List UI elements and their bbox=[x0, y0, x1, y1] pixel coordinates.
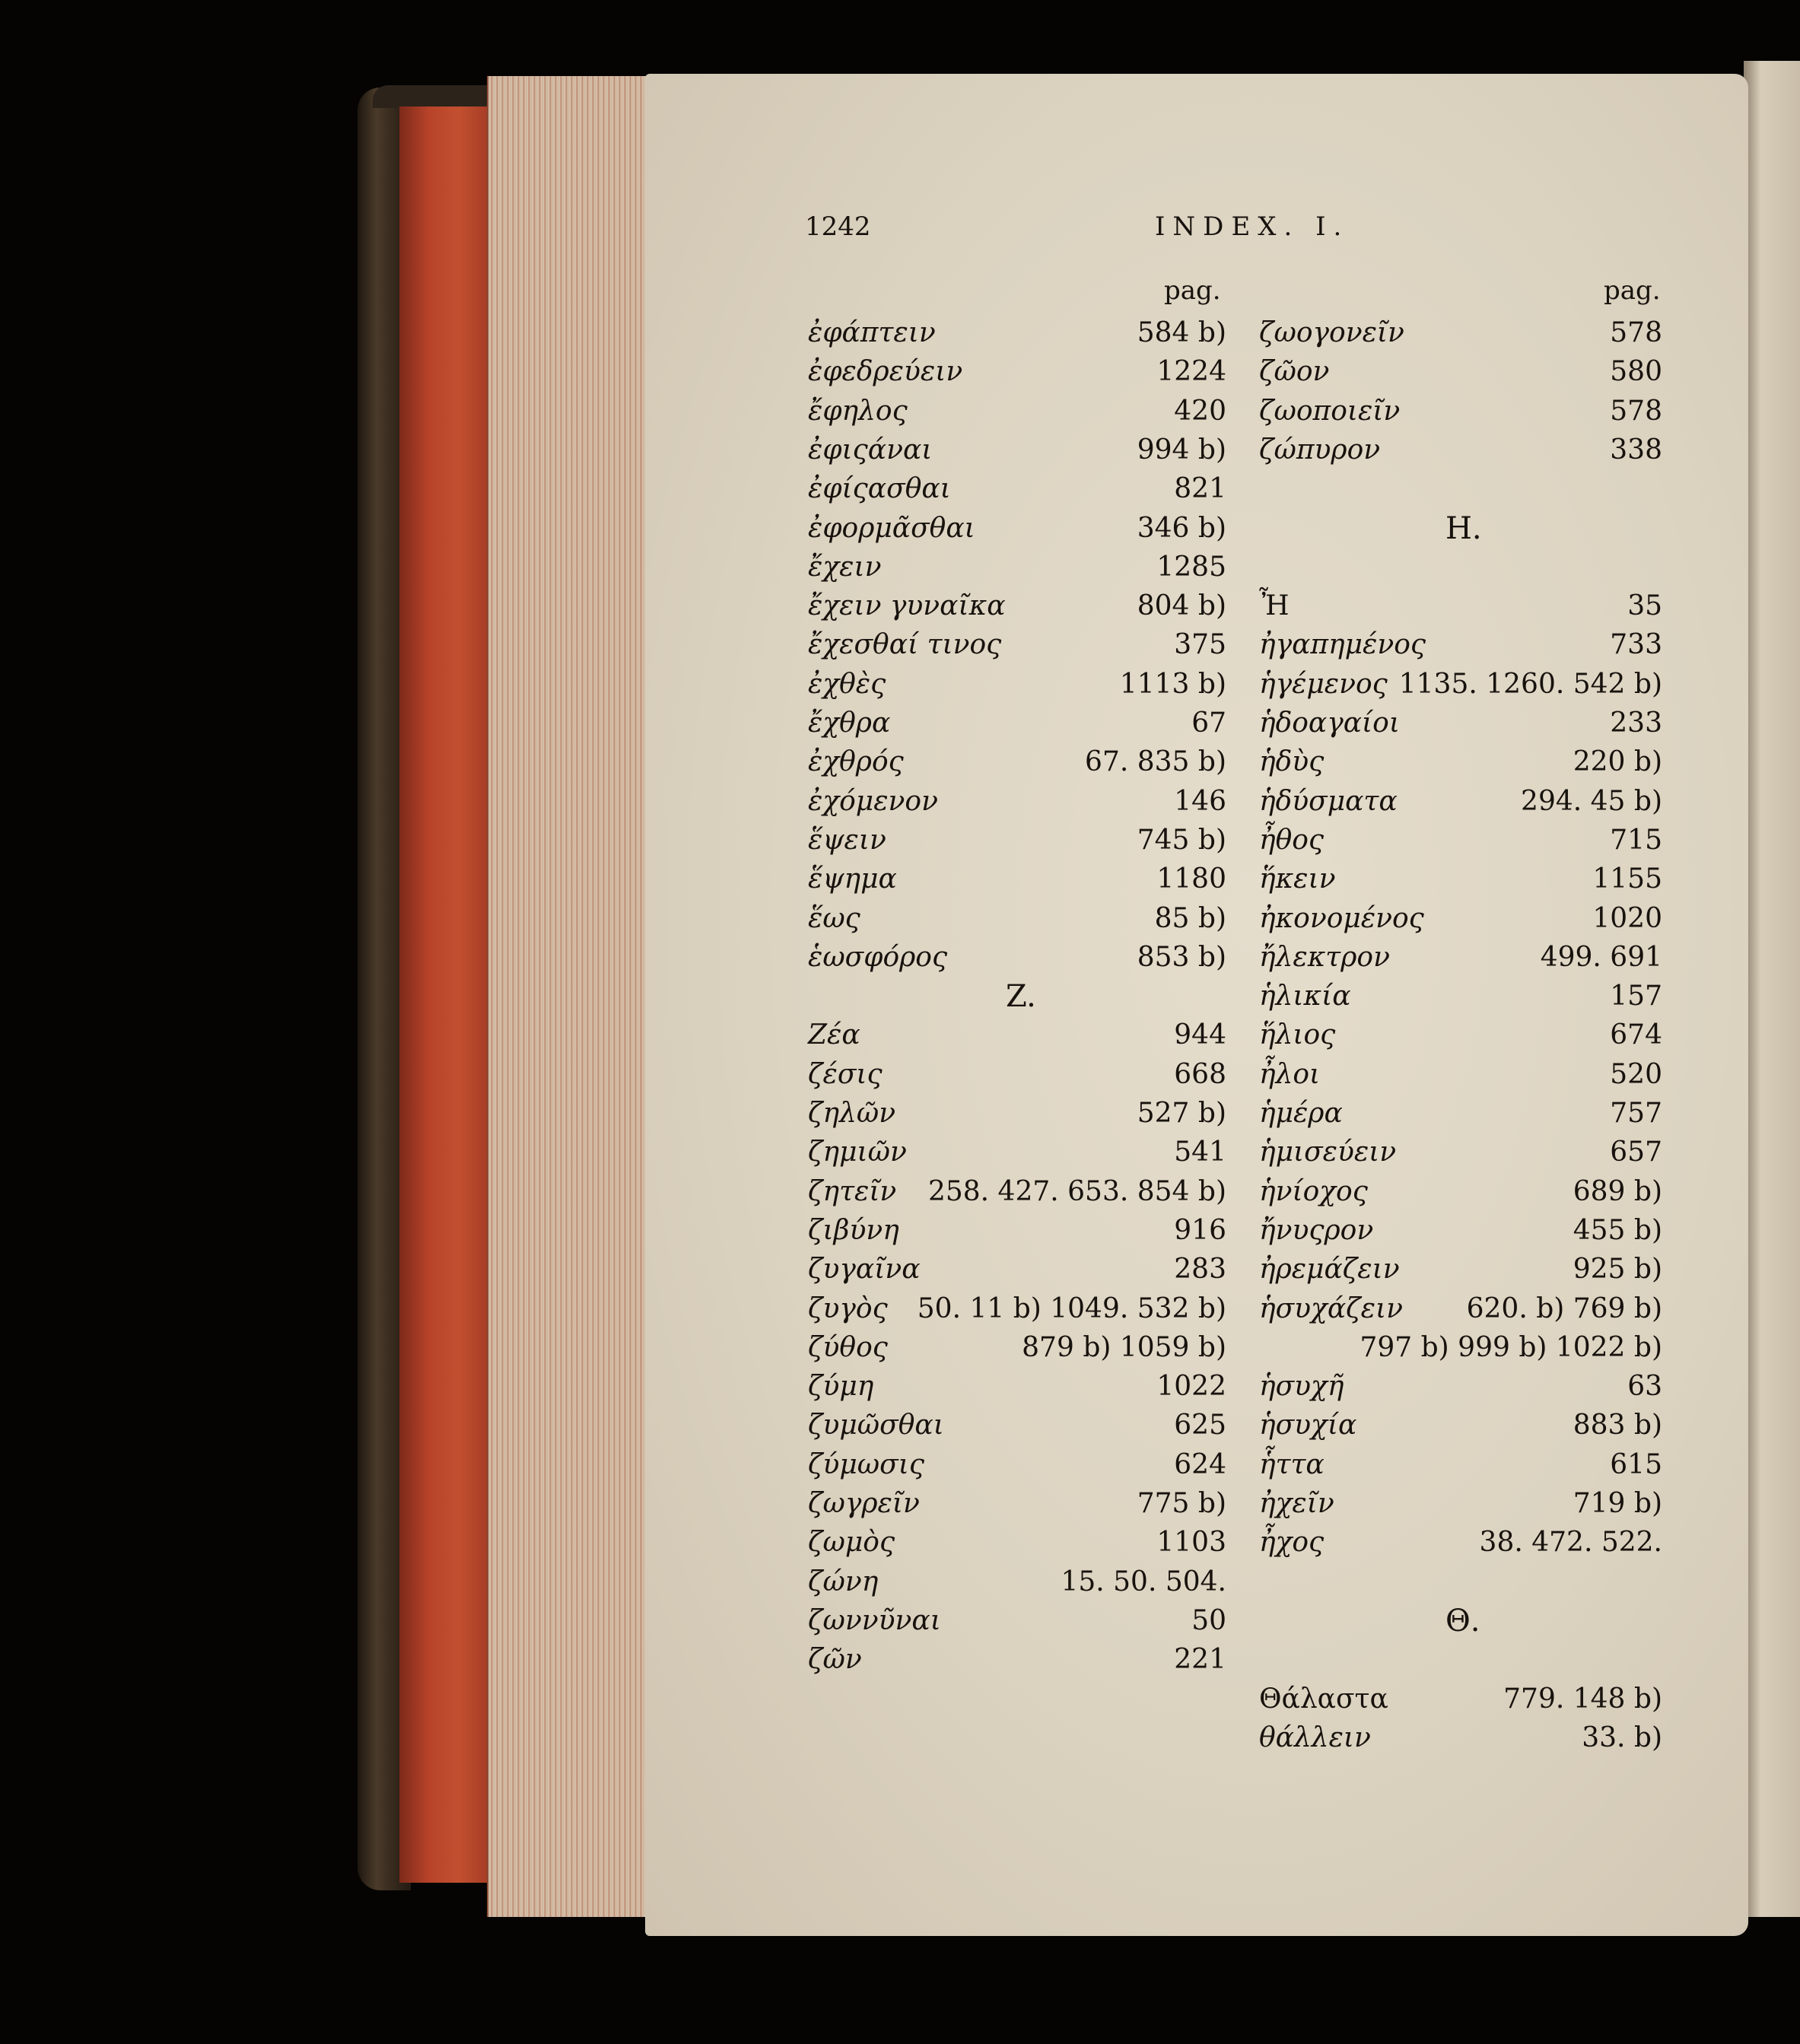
index-term: ἡδὺς bbox=[1259, 746, 1325, 778]
index-term: ζέσις bbox=[808, 1058, 883, 1090]
page-references: 294. 45 b) bbox=[1521, 785, 1662, 817]
index-entry bbox=[1259, 860, 1662, 899]
index-entry bbox=[808, 548, 1226, 587]
page-references: 719 b) bbox=[1573, 1488, 1662, 1519]
index-term: ἠχεῖν bbox=[1259, 1488, 1334, 1519]
index-entry bbox=[1259, 1211, 1662, 1251]
index-entry bbox=[1259, 1094, 1662, 1133]
page-references: 338 bbox=[1610, 434, 1662, 466]
index-entry bbox=[1259, 1328, 1662, 1368]
right-column-heading: pag. bbox=[1604, 275, 1661, 306]
index-entry bbox=[1259, 1172, 1662, 1212]
index-term: ζύθος bbox=[808, 1331, 888, 1363]
page-references: 1103 bbox=[1156, 1527, 1226, 1559]
index-entry bbox=[808, 1172, 1226, 1212]
index-entry bbox=[1259, 586, 1662, 626]
page-references: 85 b) bbox=[1154, 902, 1226, 934]
index-entry bbox=[1259, 1484, 1662, 1524]
index-entry bbox=[808, 899, 1226, 939]
index-term: ζωννῦναι bbox=[808, 1604, 941, 1636]
index-entry bbox=[1259, 1523, 1662, 1562]
index-term: ἦλοι bbox=[1259, 1058, 1321, 1090]
page-references: 1022 bbox=[1156, 1371, 1226, 1403]
index-term: ζηλῶν bbox=[808, 1098, 896, 1129]
index-term: ζυμῶσθαι bbox=[808, 1410, 944, 1442]
index-term: ἐχθρός bbox=[808, 746, 904, 778]
index-term: ζωογονεῖν bbox=[1259, 317, 1404, 348]
index-term: ζωγρεῖν bbox=[808, 1488, 920, 1519]
index-entry bbox=[1259, 431, 1662, 470]
index-entry bbox=[808, 1055, 1226, 1095]
index-term: ἕψειν bbox=[808, 824, 886, 856]
page-references: 520 bbox=[1610, 1058, 1662, 1090]
index-entry bbox=[808, 392, 1226, 431]
index-entry bbox=[808, 782, 1226, 822]
page-references: 220 b) bbox=[1573, 746, 1662, 778]
index-entry bbox=[808, 625, 1226, 665]
index-term: ἐφεδρεύειν bbox=[808, 356, 963, 388]
index-entry bbox=[1259, 1016, 1662, 1055]
index-term: ζωοποιεῖν bbox=[1259, 395, 1401, 427]
index-term: ἡμέρα bbox=[1259, 1098, 1343, 1129]
index-term: ἔφηλος bbox=[808, 395, 908, 427]
index-entry bbox=[1259, 1406, 1662, 1445]
page-references: 375 bbox=[1174, 629, 1226, 661]
page-references: 733 bbox=[1610, 629, 1662, 661]
index-entry bbox=[1259, 899, 1662, 939]
page-references: 578 bbox=[1610, 317, 1662, 348]
index-entry bbox=[1259, 742, 1662, 782]
index-term: ἑωσφόρος bbox=[808, 941, 948, 973]
index-entry bbox=[808, 742, 1226, 782]
page-references: 455 b) bbox=[1573, 1214, 1662, 1246]
page-references: 157 bbox=[1610, 981, 1662, 1012]
index-entry bbox=[808, 1016, 1226, 1055]
index-term: ἔχειν bbox=[808, 551, 882, 583]
index-term: ἤνυςρον bbox=[1259, 1214, 1374, 1246]
index-term: ζῶον bbox=[1259, 356, 1330, 388]
index-entry bbox=[808, 1367, 1226, 1407]
index-entry bbox=[1259, 782, 1662, 822]
page-header bbox=[805, 211, 1672, 250]
index-entry bbox=[808, 431, 1226, 470]
section-letter: H. bbox=[1445, 510, 1482, 546]
index-entry bbox=[808, 1406, 1226, 1445]
page-references: 67. 835 b) bbox=[1085, 746, 1226, 778]
page-references: 527 b) bbox=[1137, 1098, 1226, 1129]
index-entry bbox=[808, 313, 1226, 353]
index-term: ἐφιςάναι bbox=[808, 434, 933, 466]
page-references: 883 b) bbox=[1573, 1410, 1662, 1442]
page-references: 233 bbox=[1610, 707, 1662, 739]
facing-page-edge bbox=[1744, 61, 1800, 1917]
red-page-edge bbox=[399, 106, 498, 1883]
index-entry bbox=[808, 509, 1226, 548]
index-entry bbox=[808, 1640, 1226, 1680]
index-term: ἦθος bbox=[1259, 824, 1325, 856]
index-entry bbox=[1259, 977, 1662, 1016]
page-references: 657 bbox=[1610, 1136, 1662, 1168]
page-references: 853 b) bbox=[1137, 941, 1226, 973]
page-references: 346 b) bbox=[1137, 512, 1226, 544]
page-references: 580 bbox=[1610, 356, 1662, 388]
index-term: ζωμὸς bbox=[808, 1527, 895, 1559]
page-references: 1224 bbox=[1156, 356, 1226, 388]
index-term: ζημιῶν bbox=[808, 1136, 907, 1168]
index-entry bbox=[808, 704, 1226, 743]
page-references: 578 bbox=[1610, 395, 1662, 427]
index-term: ἡδύσματα bbox=[1259, 785, 1398, 817]
page-references: 944 bbox=[1174, 1019, 1226, 1051]
page-references: 1155 bbox=[1592, 863, 1662, 895]
index-term: ἠρεμάζειν bbox=[1259, 1254, 1400, 1286]
page-references: 499. 691 bbox=[1540, 941, 1662, 973]
index-term: ζυγὸς bbox=[808, 1292, 888, 1324]
page-references: 584 b) bbox=[1137, 317, 1226, 348]
page-references: 1113 b) bbox=[1119, 668, 1226, 700]
page-references: 624 bbox=[1174, 1448, 1226, 1480]
index-entry bbox=[1259, 1250, 1662, 1289]
index-term: ἐφορμᾶσθαι bbox=[808, 512, 975, 544]
page-references: 674 bbox=[1610, 1019, 1662, 1051]
page-stack bbox=[487, 76, 652, 1917]
section-letter: Θ. bbox=[1445, 1603, 1480, 1639]
index-entry bbox=[808, 1094, 1226, 1133]
index-entry bbox=[808, 1562, 1226, 1602]
index-entry bbox=[808, 1250, 1226, 1289]
page-references: 745 b) bbox=[1137, 824, 1226, 856]
index-term: ἦχος bbox=[1259, 1527, 1325, 1559]
index-entry bbox=[808, 1484, 1226, 1524]
page-references: 146 bbox=[1174, 785, 1226, 817]
index-entry bbox=[808, 1133, 1226, 1172]
index-entry bbox=[808, 1211, 1226, 1251]
index-entry bbox=[1259, 1718, 1662, 1758]
index-term: Ἦ bbox=[1259, 590, 1290, 622]
index-term: ἥκειν bbox=[1259, 863, 1336, 895]
index-term: ἐχόμενον bbox=[808, 785, 938, 817]
index-entry bbox=[1259, 313, 1662, 353]
index-term: ἡγέμενος bbox=[1259, 668, 1388, 700]
page-references: 541 bbox=[1174, 1136, 1226, 1168]
index-term: ἥλιος bbox=[1259, 1019, 1336, 1051]
index-term: ἡσυχία bbox=[1259, 1410, 1357, 1442]
index-term: ἡλικία bbox=[1259, 981, 1351, 1012]
index-term: Ζέα bbox=[808, 1019, 860, 1051]
page-references: 33. b) bbox=[1582, 1721, 1662, 1753]
index-entry bbox=[808, 821, 1226, 860]
page-references: 620. b) 769 b) bbox=[1466, 1292, 1662, 1324]
index-entry bbox=[1259, 1055, 1662, 1095]
index-term: ζιβύνη bbox=[808, 1214, 899, 1246]
page-references: 775 b) bbox=[1137, 1488, 1226, 1519]
index-term: ἔχειν γυναῖκα bbox=[808, 590, 1006, 622]
page-references: 283 bbox=[1174, 1254, 1226, 1286]
index-entry bbox=[808, 352, 1226, 392]
page-references: 615 bbox=[1610, 1448, 1662, 1480]
index-entry bbox=[808, 665, 1226, 704]
page-references: 1285 bbox=[1156, 551, 1226, 583]
index-entry bbox=[808, 860, 1226, 899]
page-references: 1020 bbox=[1592, 902, 1662, 934]
index-term: ἡσυχάζειν bbox=[1259, 1292, 1403, 1324]
index-term: ζώπυρον bbox=[1259, 434, 1381, 466]
page-references: 221 bbox=[1174, 1644, 1226, 1676]
index-term: ἡμισεύειν bbox=[1259, 1136, 1397, 1168]
page-references: 757 bbox=[1610, 1098, 1662, 1129]
page-references: 804 b) bbox=[1137, 590, 1226, 622]
page-references: 821 bbox=[1174, 473, 1226, 505]
index-term: ἧττα bbox=[1259, 1448, 1325, 1480]
page-references: 38. 472. 522. bbox=[1479, 1527, 1662, 1559]
index-term: ἕως bbox=[808, 902, 860, 934]
index-entry bbox=[1259, 625, 1662, 665]
index-entry bbox=[1259, 665, 1662, 704]
index-entry bbox=[1259, 821, 1662, 860]
index-entry bbox=[1259, 352, 1662, 392]
index-entry bbox=[1259, 1680, 1662, 1719]
index-term: ζύμωσις bbox=[808, 1448, 924, 1480]
page-references: 779. 148 b) bbox=[1503, 1683, 1662, 1715]
page-references: 67 bbox=[1191, 707, 1226, 739]
index-entry bbox=[808, 1289, 1226, 1329]
index-term: ἔχθρα bbox=[808, 707, 891, 739]
index-term: ἡδοαγαίοι bbox=[1259, 707, 1400, 739]
index-term: ζυγαῖνα bbox=[808, 1254, 921, 1286]
index-term: ἤλεκτρον bbox=[1259, 941, 1390, 973]
page-references: 668 bbox=[1174, 1058, 1226, 1090]
index-term: ἠγαπημένος bbox=[1259, 629, 1426, 661]
page-references: 1135. 1260. 542 b) bbox=[1398, 668, 1662, 700]
page-references: 715 bbox=[1610, 824, 1662, 856]
index-entry bbox=[1259, 1367, 1662, 1407]
running-title: INDEX. I. bbox=[1155, 211, 1350, 242]
index-entry bbox=[808, 586, 1226, 626]
page-references: 50. 11 b) 1049. 532 b) bbox=[917, 1292, 1226, 1324]
index-entry bbox=[808, 469, 1226, 509]
page-references: 50 bbox=[1191, 1604, 1226, 1636]
index-term: ἐχθὲς bbox=[808, 668, 886, 700]
index-entry bbox=[808, 1328, 1226, 1368]
index-term: Θάλαστα bbox=[1259, 1683, 1388, 1715]
index-entry bbox=[1259, 1445, 1662, 1485]
page-references: 15. 50. 504. bbox=[1061, 1566, 1226, 1597]
page-references: 63 bbox=[1627, 1371, 1662, 1403]
index-term: ἐφάπτειν bbox=[808, 317, 936, 348]
index-entry bbox=[808, 1445, 1226, 1485]
index-term: ζύμη bbox=[808, 1371, 874, 1403]
page-references: 797 b) 999 b) 1022 b) bbox=[1360, 1331, 1662, 1363]
page-number: 1242 bbox=[805, 211, 871, 242]
index-entry bbox=[1259, 938, 1662, 977]
page-references: 1180 bbox=[1156, 863, 1226, 895]
section-letter: Z. bbox=[1006, 979, 1036, 1015]
index-entry bbox=[1259, 1133, 1662, 1172]
page-references: 35 bbox=[1627, 590, 1662, 622]
index-term: ζώνη bbox=[808, 1566, 879, 1597]
page-references: 925 b) bbox=[1573, 1254, 1662, 1286]
index-term: ἕψημα bbox=[808, 863, 897, 895]
page-references: 258. 427. 653. 854 b) bbox=[927, 1175, 1226, 1207]
left-column-heading: pag. bbox=[1164, 275, 1221, 306]
page-references: 420 bbox=[1174, 395, 1226, 427]
index-term: ἔχεσθαί τινος bbox=[808, 629, 1002, 661]
index-entry bbox=[1259, 392, 1662, 431]
index-term: θάλλειν bbox=[1259, 1721, 1371, 1753]
index-entry bbox=[808, 1523, 1226, 1562]
page-references: 689 b) bbox=[1573, 1175, 1662, 1207]
index-term: ζητεῖν bbox=[808, 1175, 897, 1207]
index-entry bbox=[1259, 704, 1662, 743]
index-term: ἡνίοχος bbox=[1259, 1175, 1368, 1207]
index-entry bbox=[1259, 1289, 1662, 1329]
index-term: ἡσυχῆ bbox=[1259, 1371, 1344, 1403]
page-references: 879 b) 1059 b) bbox=[1022, 1331, 1226, 1363]
page-references: 916 bbox=[1174, 1214, 1226, 1246]
index-term: ἐφίςασθαι bbox=[808, 473, 951, 505]
index-term: ἠκονομένος bbox=[1259, 902, 1424, 934]
index-term: ζῶν bbox=[808, 1644, 862, 1676]
index-entry bbox=[808, 1601, 1226, 1641]
index-entry bbox=[808, 938, 1226, 977]
page-references: 994 b) bbox=[1137, 434, 1226, 466]
page-references: 625 bbox=[1174, 1410, 1226, 1442]
